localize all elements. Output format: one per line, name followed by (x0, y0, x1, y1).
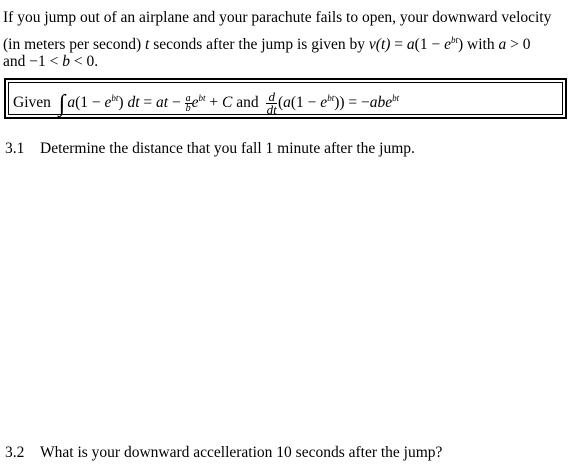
var-a: a (406, 36, 415, 53)
term-at: at (156, 94, 169, 111)
derivative-denominator: dt (266, 101, 277, 117)
question-text: What is your downward accelleration 10 seconds after the jump? (40, 444, 443, 461)
var-v: v (368, 36, 376, 53)
paren-open: (1 − (414, 36, 445, 53)
problem-intro (3, 7, 573, 73)
intro-text-3b: < 0. (70, 53, 99, 70)
derivative-operator (266, 88, 277, 117)
intro-line-3 (3, 51, 573, 73)
var-t: t (145, 36, 150, 53)
question-number: 3.2 (5, 444, 25, 461)
paren-close: ) with (457, 36, 499, 53)
var-e: e (444, 36, 451, 53)
deriv-exp: bt (327, 93, 335, 103)
term-e: e (191, 94, 199, 111)
and-word: and (232, 94, 263, 111)
integral-icon: ∫ (58, 91, 66, 117)
question-3-1 (5, 140, 415, 158)
dt: dt (127, 94, 140, 111)
intro-text-2a: (in meters per second) (3, 36, 146, 53)
fraction-denominator: b (185, 102, 191, 114)
constant-c: C (221, 94, 233, 111)
deriv-a: a (283, 94, 291, 111)
equals-1: = (139, 94, 157, 111)
fraction-numerator: a (185, 92, 191, 104)
plus: + (205, 94, 222, 111)
intro-text-1: If you jump out of an airplane and your parachute fails to open, your downward velocity (3, 9, 552, 26)
deriv-open-paren: ( (277, 94, 284, 111)
cond-var-a: a (498, 36, 507, 53)
intro-line-1 (3, 7, 573, 29)
equals-2: = − (344, 94, 370, 111)
given-label: Given (13, 94, 51, 111)
result-abe: abe (369, 94, 393, 111)
exponent-bt: bt (450, 35, 458, 45)
var-b: b (62, 53, 70, 70)
intro-line-2 (3, 29, 573, 51)
cond-a: > 0 (506, 36, 531, 53)
deriv-open: (1 − (290, 94, 321, 111)
integrand-a: a (67, 94, 76, 111)
given-formula (13, 88, 399, 116)
fraction-a-over-b (185, 94, 192, 113)
result-exp: bt (392, 93, 400, 103)
question-number: 3.1 (5, 140, 25, 157)
question-text: Determine the distance that you fall 1 minute after the jump. (40, 140, 415, 157)
given-formula-box (4, 78, 567, 119)
intro-text-2b: seconds after the jump is given by (149, 36, 369, 53)
deriv-close: )) (334, 94, 345, 111)
deriv-e: e (320, 94, 328, 111)
minus: − (168, 94, 185, 111)
equals-sign: = (390, 36, 407, 53)
integrand-open: (1 − (75, 94, 105, 111)
integrand-exp: bt (111, 93, 119, 103)
integrand-e: e (104, 94, 112, 111)
term-e-exp: bt (198, 93, 206, 103)
derivative-numerator: d (268, 88, 275, 104)
var-vt: (t) (375, 36, 391, 53)
intro-text-3a: and −1 < (3, 53, 63, 70)
integrand-close: ) (118, 94, 128, 111)
question-3-2 (5, 444, 442, 462)
